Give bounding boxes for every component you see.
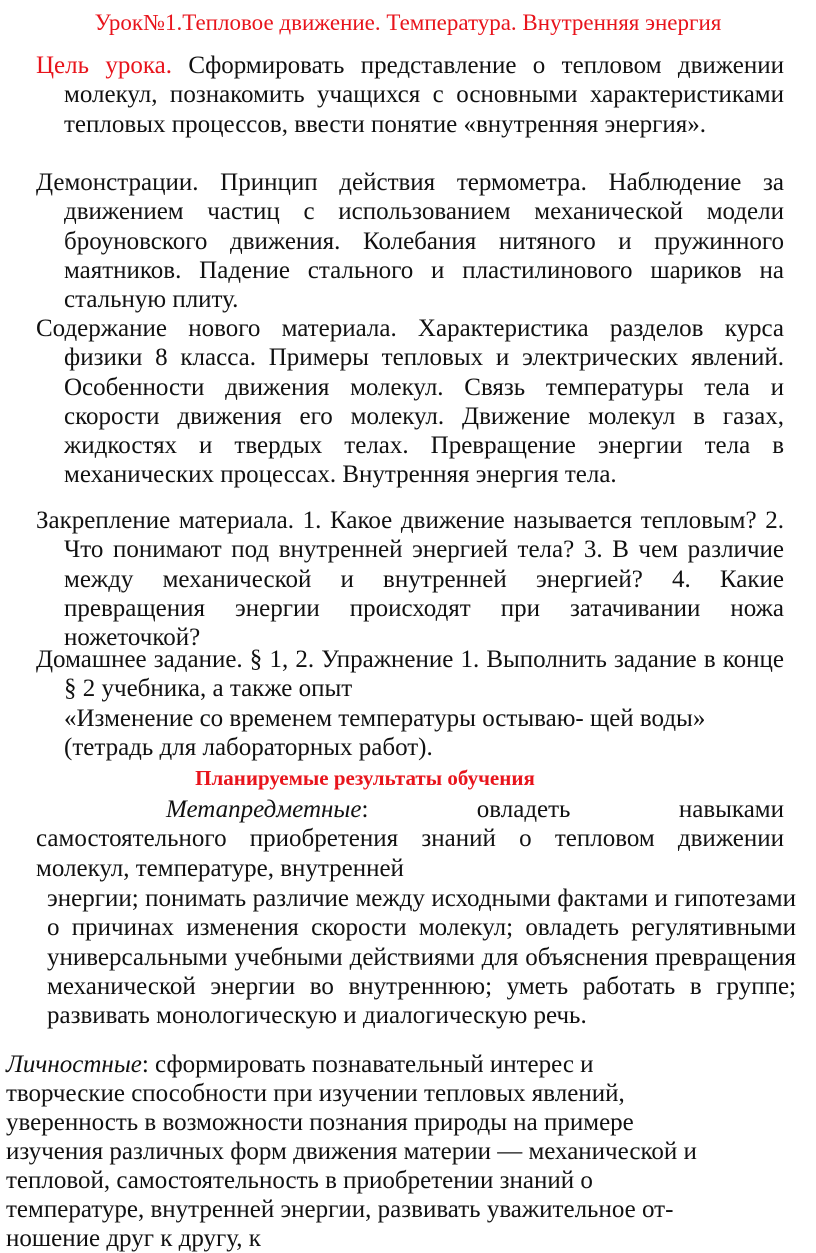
- homework-line-3: (тетрадь для лабораторных работ).: [64, 733, 433, 761]
- demonstrations-paragraph: Демонстрации. Принцип действия термометра. Наблюдение за движением частиц с использованием механической модели броуновского движения. Колебания нитяного и пружинного маятников. Падение стального и пластилинового шариков на стальную плиту.: [36, 169, 784, 314]
- personal-line: изучения различных форм движения материи — механической и: [6, 1138, 697, 1165]
- consolidation-paragraph: Закрепление материала. 1. Какое движение называется тепловым? 2. Что понимают под внутренней энергией тела? 3. В чем различие между механической и внутренней энергией? 4. Какие превращения энергии происходят при затачивании ножа ножеточкой?: [36, 507, 784, 652]
- personal-line: творческие способности при изучении тепловых явлений,: [6, 1080, 625, 1107]
- lesson-goal: [36, 51, 784, 139]
- personal-label: Личностные: [6, 1051, 142, 1078]
- homework-paragraph: [36, 645, 784, 762]
- meta-results-continuation: энергии; понимать различие между исходными фактами и гипотезами о причинах изменения скорости молекул; овладеть регулятивными универсальными учебными действиями для объяснения превращения механической энергии во внутреннюю; уметь работать в группе; развивать монологическую и диалогическую речь.: [47, 885, 796, 1030]
- new-material-paragraph: Содержание нового материала. Характеристика разделов курса физики 8 класса. Примеры тепловых и электрических явлений. Особенности движения молекул. Связь температуры тела и скорости движения его молекул. Движение молекул в газах, жидкостях и твердых телах. Превращение энергии тела в механических процессах. Внутренняя энергия тела.: [36, 315, 784, 489]
- personal-line: уверенность в возможности познания природы на примере: [6, 1109, 634, 1136]
- meta-label: Метапредметные: [166, 796, 362, 823]
- meta-text: самостоятельного приобретения знаний о тепловом движении молекул, температуре, внутренней: [36, 825, 784, 882]
- results-heading: Планируемые результаты обучения: [195, 766, 535, 790]
- personal-line: ношение друг к другу, к: [6, 1225, 261, 1252]
- meta-results-paragraph: [36, 795, 784, 883]
- goal-text: Сформировать представление о тепловом движении молекул, познакомить учащихся с основными характеристиками тепловых процессов, ввести понятие «внутренняя энергия».: [64, 52, 784, 138]
- lesson-title: Урок№1.Тепловое движение. Температура. Внутренняя энергия: [94, 10, 722, 35]
- personal-line: тепловой, самостоятельность в приобретении знаний о: [6, 1167, 593, 1194]
- personal-results-paragraph: [6, 1050, 806, 1253]
- personal-line: температуре, внутренней энергии, развивать уважительное от-: [6, 1196, 674, 1223]
- personal-line: : сформировать познавательный интерес и: [141, 1051, 594, 1078]
- goal-label: Цель урока.: [36, 52, 173, 79]
- homework-line-1: Домашнее задание. § 1, 2. Упражнение 1. Выполнить задание в конце § 2 учебника, а также опыт: [36, 646, 784, 703]
- meta-first-line-rest: : овладеть навыками: [361, 796, 784, 823]
- meta-first-line: [36, 795, 784, 824]
- homework-line-2: «Изменение со временем температуры остываю- щей воды»: [64, 704, 706, 732]
